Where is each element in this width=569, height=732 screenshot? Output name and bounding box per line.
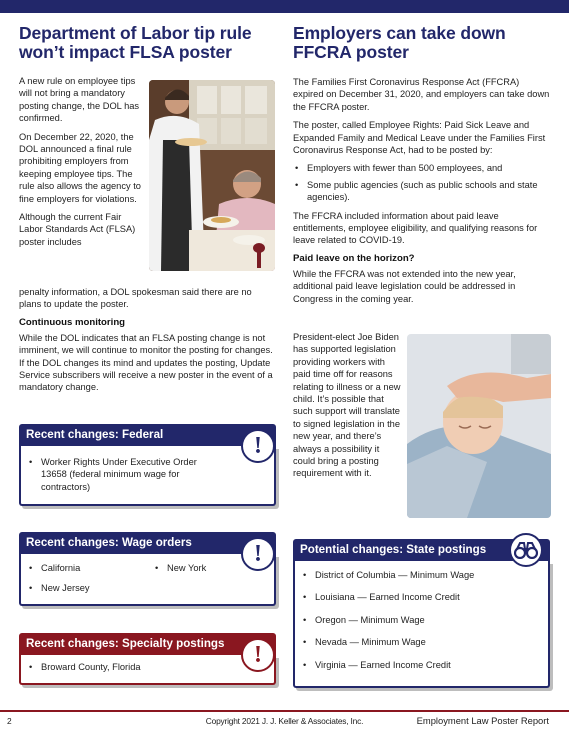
state-box-body [293, 561, 550, 688]
wage-box-title: Recent changes: Wage orders [19, 532, 276, 554]
right-paragraph-5: President-elect Joe Biden has supported legislation providing workers with paid time off for reasons relating to illness or a new child. It’s possible that such support will translate to signed legislation in the new year, and there’s always a possibility it could bring a posting requirement with it. [293, 332, 401, 479]
federal-box-body [19, 446, 276, 506]
left-article-intro [19, 75, 145, 248]
right-paragraph-1: The Families First Coronavirus Response Act (FFCRA) expired on December 31, 2020, and employers can take down the FFCRA poster. [293, 77, 550, 112]
exclamation-icon: ! [241, 638, 275, 672]
right-article-title-block [293, 24, 551, 62]
list-item: • Louisiana — Earned Income Credit [295, 591, 548, 603]
page-number: 2 [7, 716, 12, 726]
list-item: • Employers with fewer than 500 employees, and [293, 162, 551, 174]
copyright-notice: Copyright 2021 J. J. Keller & Associates, Inc. [205, 716, 364, 726]
right-article-title: Employers can take down FFCRA poster [293, 23, 506, 62]
restaurant-scene-image [149, 80, 275, 271]
wage-box-body [19, 554, 276, 606]
left-paragraph-3a: Although the current Fair Labor Standards Act (FLSA) poster includes [19, 212, 136, 247]
list-item: • New York [147, 562, 257, 574]
state-postings-box [293, 539, 550, 688]
left-article-title-block [19, 24, 276, 62]
list-item: • District of Columbia — Minimum Wage [295, 569, 548, 581]
left-paragraph-3b: penalty information, a DOL spokesman said there are no plans to update the poster. [19, 287, 252, 310]
right-paragraph-4: While the FFCRA was not extended into the new year, additional paid leave legislation could be addressed in Congress in the coming year. [293, 268, 516, 304]
right-paragraph-2: The poster, called Employee Rights: Paid Sick Leave and Expanded Family and Medical Leave under the Families First Coronavirus Response Act, had to be posted by: [293, 120, 546, 156]
list-item: • Virginia — Earned Income Credit [295, 659, 548, 671]
list-item: • Nevada — Minimum Wage [295, 636, 548, 648]
federal-box-title: Recent changes: Federal [19, 424, 276, 446]
state-box-title: Potential changes: State postings [293, 539, 550, 561]
exclamation-icon: ! [241, 537, 275, 571]
report-title: Employment Law Poster Report [416, 715, 549, 726]
binoculars-icon [509, 533, 543, 567]
left-paragraph-4: While the DOL indicates that an FLSA posting change is not imminent, we will continue to monitor the posting for changes. If the DOL changes its mind and updates the posting, Update Service subscribers will receive a new poster in the event of a mandatory change. [19, 332, 273, 393]
list-item: • Broward County, Florida [21, 661, 274, 673]
specialty-postings-box [19, 633, 276, 685]
wage-orders-box [19, 532, 276, 606]
child-photo [407, 334, 551, 518]
list-item: • Worker Rights Under Executive Order 13658 (federal minimum wage for contractors) [21, 456, 204, 493]
restaurant-photo [149, 80, 275, 271]
left-paragraph-2: On December 22, 2020, the DOL announced a final rule prohibiting employers from keeping employee tips. The rule also allows the agency to fine employers for violations. [19, 131, 141, 204]
left-subhead: Continuous monitoring [19, 316, 126, 328]
exclamation-icon: ! [241, 429, 275, 463]
footer-rule [0, 710, 569, 712]
right-article-continued [293, 331, 401, 480]
right-paragraph-3: The FFCRA included information about paid leave entitlements, employee eligibility, and qualifying reasons for leave related to COVID-19. [293, 210, 538, 246]
right-bullet-list [293, 162, 551, 203]
left-paragraph-1: A new rule on employee tips will not bring a mandatory posting change, the DOL has confirmed. [19, 76, 140, 124]
sick-child-image [407, 334, 551, 518]
left-article-title: Department of Labor tip rule won’t impact FLSA poster [19, 23, 252, 62]
federal-changes-box [19, 424, 276, 506]
right-subhead: Paid leave on the horizon? [293, 252, 415, 264]
page-footer [0, 714, 569, 730]
left-article-body [19, 286, 276, 394]
list-item: • California [21, 562, 147, 574]
top-color-bar [0, 0, 569, 13]
right-article-body [293, 76, 551, 311]
specialty-box-title: Recent changes: Specialty postings [19, 633, 276, 655]
list-item: • Some public agencies (such as public schools and state agencies). [293, 179, 551, 204]
list-item: • New Jersey [21, 582, 147, 594]
list-item: • Oregon — Minimum Wage [295, 614, 548, 626]
specialty-box-body [19, 655, 276, 685]
